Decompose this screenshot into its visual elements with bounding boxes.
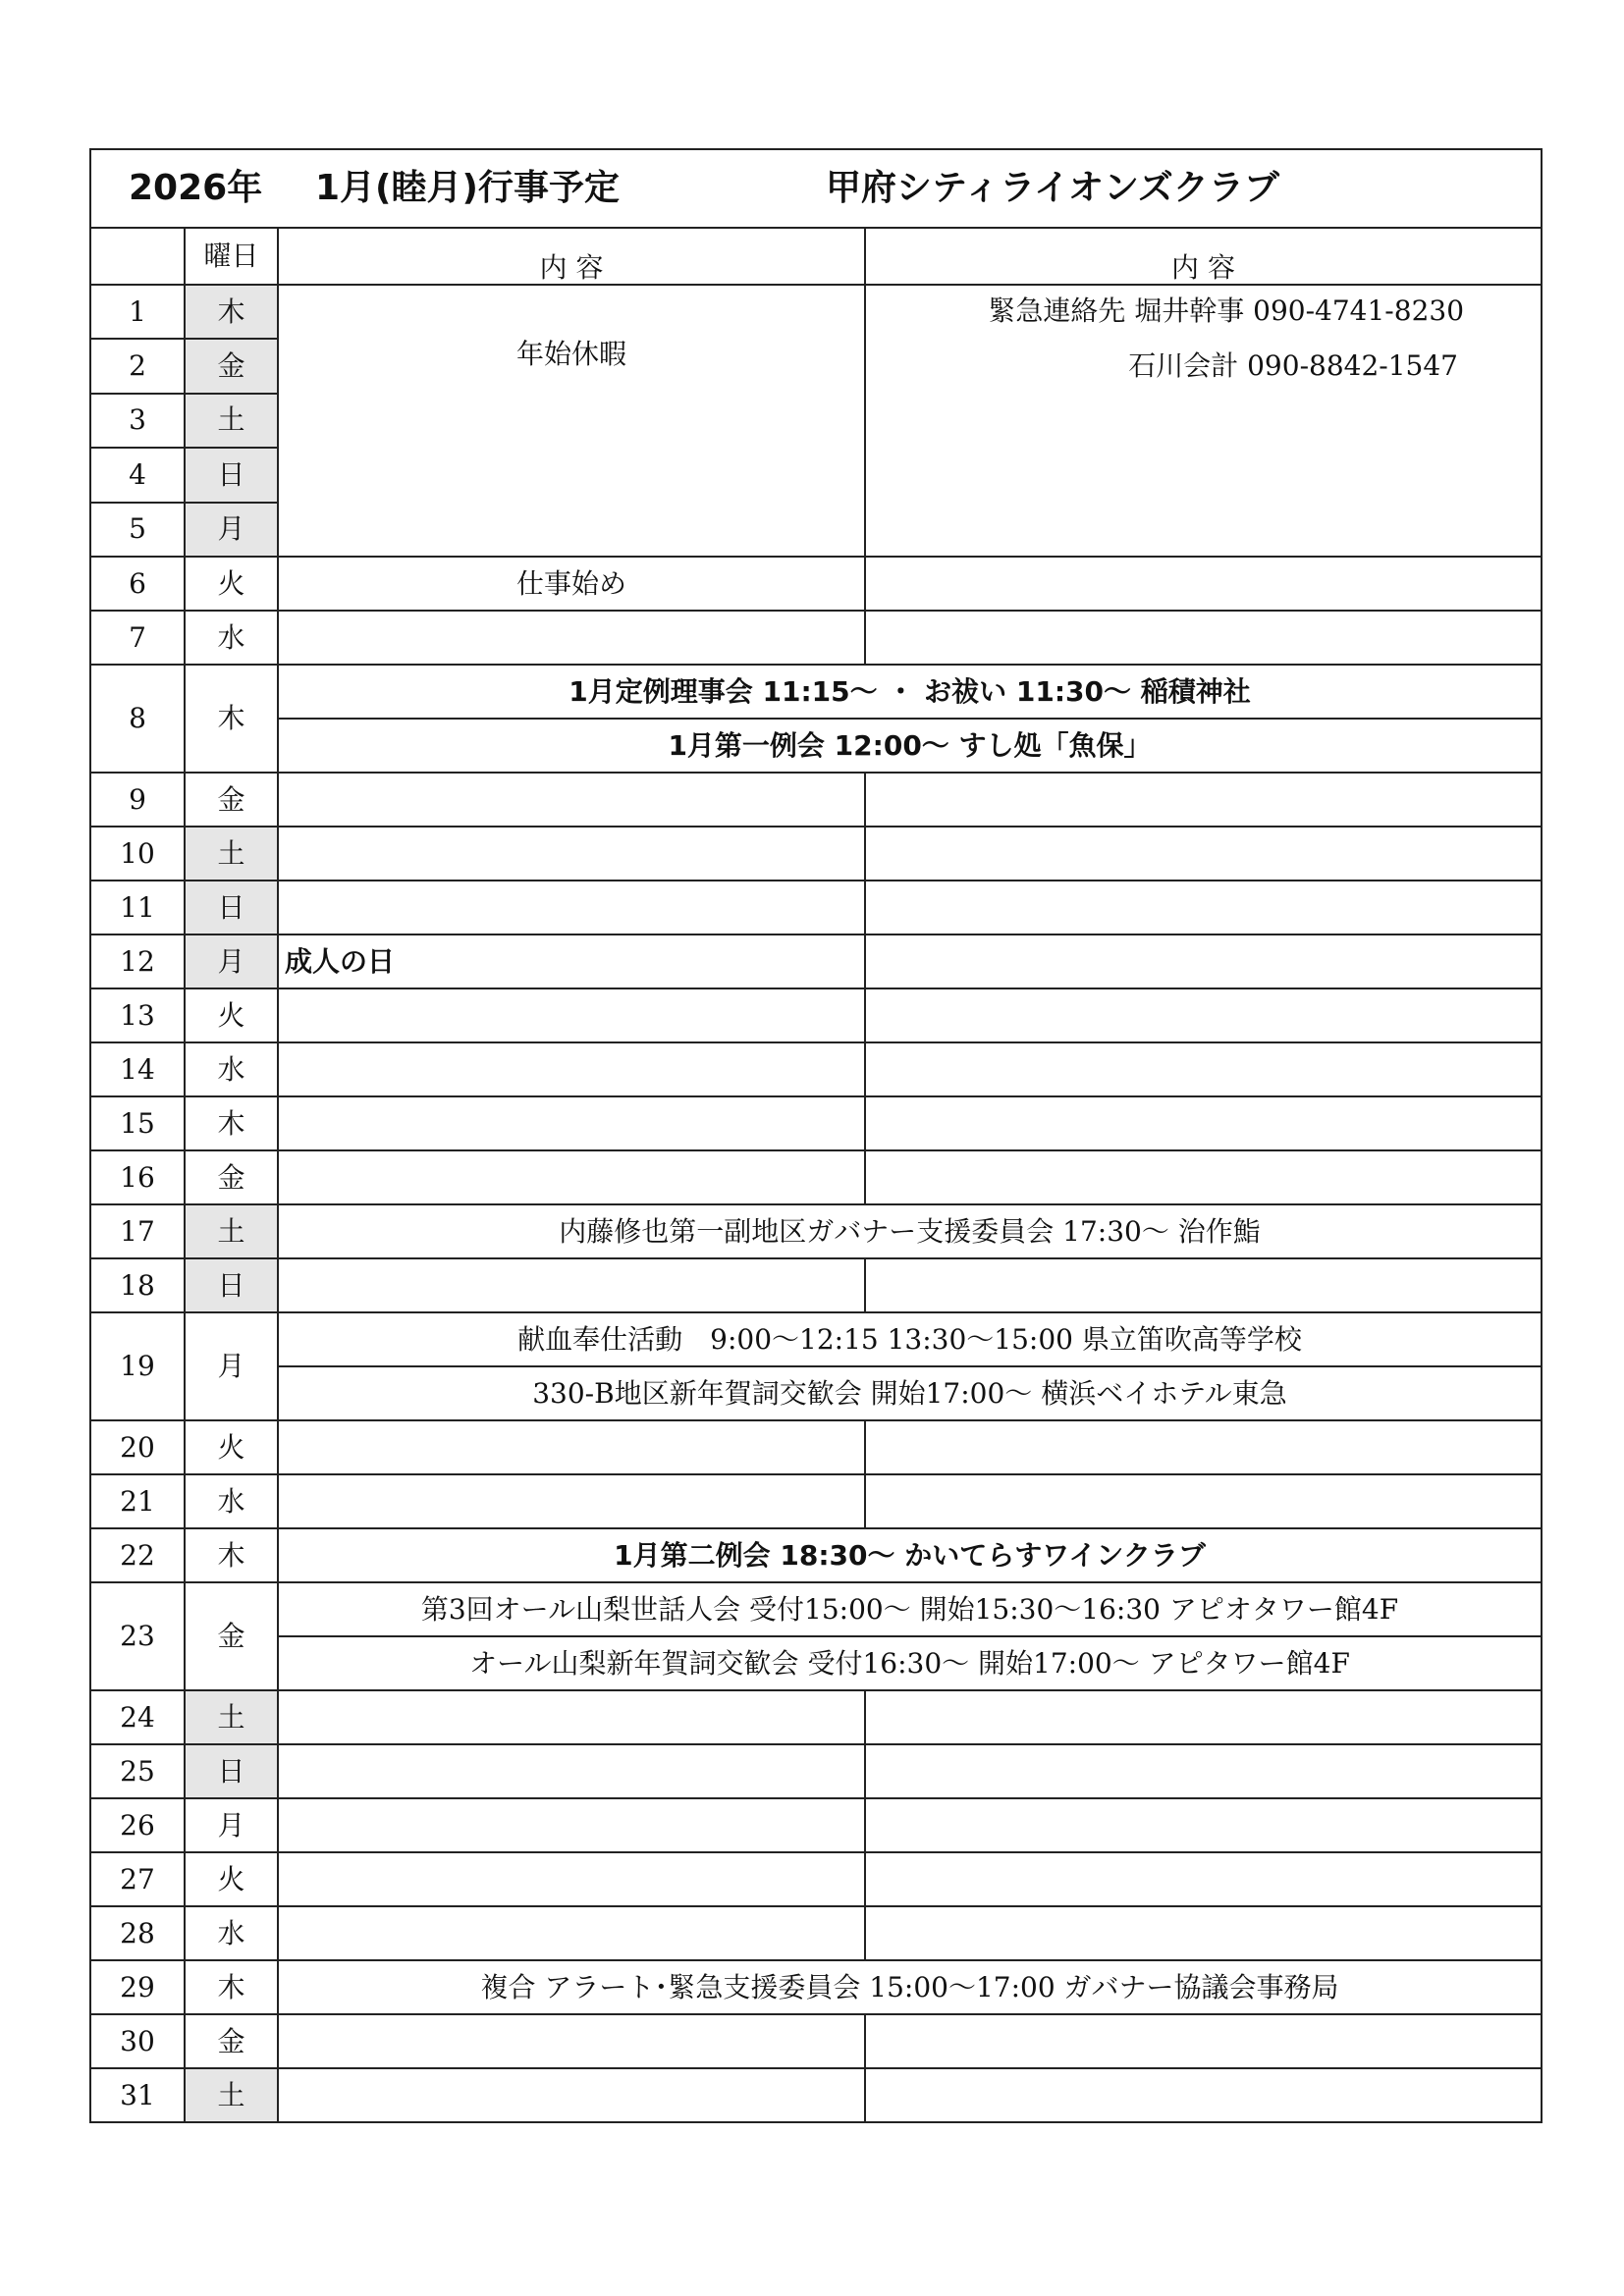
event-cell [278, 1258, 865, 1312]
title-club: 甲府シティライオンズクラブ [826, 168, 1279, 208]
weekday: 金 [185, 1150, 278, 1204]
weekday: 金 [185, 339, 278, 393]
title-month: 1月(睦月)行事予定 [315, 168, 620, 208]
day-number: 18 [90, 1258, 185, 1312]
event-wide: オール山梨新年賀詞交歓会 受付16:30～ 開始17:00～ アピタワー館4F [278, 1636, 1542, 1690]
weekday: 水 [185, 1474, 278, 1528]
page-title [90, 149, 1542, 228]
weekday: 月 [185, 1798, 278, 1852]
contact-cell [865, 285, 1542, 557]
weekday: 木 [185, 1096, 278, 1150]
event-cell [278, 2014, 865, 2068]
event-cell-2 [865, 1852, 1542, 1906]
day-number: 31 [90, 2068, 185, 2122]
event-cell [278, 611, 865, 665]
day-number: 23 [90, 1582, 185, 1690]
event-cell-2 [865, 557, 1542, 611]
event-cell-2 [865, 1690, 1542, 1744]
weekday: 月 [185, 503, 278, 557]
weekday: 金 [185, 2014, 278, 2068]
day-number: 17 [90, 1204, 185, 1258]
schedule-table [89, 148, 1543, 2123]
day-number: 25 [90, 1744, 185, 1798]
weekday: 木 [185, 1960, 278, 2014]
day-number: 28 [90, 1906, 185, 1960]
event-cell [278, 1690, 865, 1744]
title-year: 2026年 [129, 168, 263, 208]
day-number: 4 [90, 448, 185, 502]
event-wide: 複合 アラート･緊急支援委員会 15:00～17:00 ガバナー協議会事務局 [278, 1960, 1542, 2014]
weekday: 木 [185, 1528, 278, 1582]
event-cell [278, 1474, 865, 1528]
event-cell [278, 1042, 865, 1096]
weekday: 火 [185, 1852, 278, 1906]
event-wide: 1月定例理事会 11:15～ ・ お祓い 11:30～ 稲積神社 [278, 665, 1542, 719]
weekday: 日 [185, 1744, 278, 1798]
day-number: 5 [90, 503, 185, 557]
event-wide: 330-B地区新年賀詞交歓会 開始17:00～ 横浜ベイホテル東急 [278, 1366, 1542, 1420]
day-number: 24 [90, 1690, 185, 1744]
event-cell [278, 1420, 865, 1474]
weekday: 月 [185, 934, 278, 988]
weekday: 水 [185, 1042, 278, 1096]
weekday: 木 [185, 285, 278, 339]
weekday: 土 [185, 394, 278, 448]
day-number: 9 [90, 773, 185, 827]
day-number: 15 [90, 1096, 185, 1150]
weekday: 金 [185, 773, 278, 827]
event-cell-2 [865, 934, 1542, 988]
header-content-2: 内 容 [865, 228, 1542, 285]
weekday: 土 [185, 1690, 278, 1744]
weekday: 金 [185, 1582, 278, 1690]
contact-line-2: 石川会計 090-8842-1547 [1128, 349, 1459, 382]
day-number: 16 [90, 1150, 185, 1204]
event-cell [278, 1744, 865, 1798]
weekday: 土 [185, 2068, 278, 2122]
weekday: 月 [185, 1312, 278, 1420]
event-wide: 献血奉仕活動 9:00～12:15 13:30～15:00 県立笛吹高等学校 [278, 1312, 1542, 1366]
event-cell-2 [865, 1042, 1542, 1096]
weekday: 土 [185, 1204, 278, 1258]
event-cell-2 [865, 2068, 1542, 2122]
event-cell-2 [865, 1798, 1542, 1852]
event-cell-2 [865, 881, 1542, 934]
day-number: 26 [90, 1798, 185, 1852]
event-wide: 1月第二例会 18:30～ かいてらすワインクラブ [278, 1528, 1542, 1582]
event-cell-2 [865, 1420, 1542, 1474]
day-number: 19 [90, 1312, 185, 1420]
contact-line-1: 緊急連絡先 堀井幹事 090-4741-8230 [988, 294, 1465, 327]
event-cell [278, 1852, 865, 1906]
event-cell [278, 2068, 865, 2122]
day-number: 13 [90, 988, 185, 1042]
event-cell-2 [865, 827, 1542, 881]
event-cell [278, 1096, 865, 1150]
holiday-cell [278, 285, 865, 557]
event-cell [278, 1906, 865, 1960]
day-number: 1 [90, 285, 185, 339]
event-cell [278, 881, 865, 934]
event-cell-2 [865, 1474, 1542, 1528]
weekday: 火 [185, 557, 278, 611]
weekday: 日 [185, 1258, 278, 1312]
weekday: 土 [185, 827, 278, 881]
day-number: 10 [90, 827, 185, 881]
header-day: 曜日 [185, 228, 278, 285]
event-wide: 第3回オール山梨世話人会 受付15:00～ 開始15:30～16:30 アピオタワー館4F [278, 1582, 1542, 1636]
event-cell-2 [865, 611, 1542, 665]
event-cell-2 [865, 988, 1542, 1042]
event-cell [278, 773, 865, 827]
weekday: 木 [185, 665, 278, 773]
holiday-label: 年始休暇 [515, 338, 626, 370]
weekday: 水 [185, 1906, 278, 1960]
weekday: 水 [185, 611, 278, 665]
day-number: 12 [90, 934, 185, 988]
event-cell-2 [865, 1906, 1542, 1960]
day-number: 29 [90, 1960, 185, 2014]
event-cell-2 [865, 1096, 1542, 1150]
event-wide: 内藤修也第一副地区ガバナー支援委員会 17:30～ 治作鮨 [278, 1204, 1542, 1258]
event-cell-2 [865, 2014, 1542, 2068]
day-number: 2 [90, 339, 185, 393]
day-number: 27 [90, 1852, 185, 1906]
event-cell [278, 1798, 865, 1852]
day-number: 22 [90, 1528, 185, 1582]
header-content-1: 内 容 [278, 228, 865, 285]
day-number: 21 [90, 1474, 185, 1528]
event-cell-2 [865, 773, 1542, 827]
weekday: 日 [185, 881, 278, 934]
day-number: 20 [90, 1420, 185, 1474]
weekday: 火 [185, 988, 278, 1042]
event-cell [278, 827, 865, 881]
event-cell-2 [865, 1258, 1542, 1312]
day-number: 11 [90, 881, 185, 934]
day-number: 3 [90, 394, 185, 448]
event-cell-2 [865, 1744, 1542, 1798]
day-number: 6 [90, 557, 185, 611]
event-cell: 成人の日 [278, 934, 865, 988]
weekday: 日 [185, 448, 278, 502]
event-cell: 仕事始め [278, 557, 865, 611]
event-cell-2 [865, 1150, 1542, 1204]
event-cell [278, 1150, 865, 1204]
day-number: 30 [90, 2014, 185, 2068]
header-date [90, 228, 185, 285]
day-number: 7 [90, 611, 185, 665]
day-number: 8 [90, 665, 185, 773]
day-number: 14 [90, 1042, 185, 1096]
weekday: 火 [185, 1420, 278, 1474]
event-wide: 1月第一例会 12:00～ すし処「魚保」 [278, 719, 1542, 773]
event-cell [278, 988, 865, 1042]
